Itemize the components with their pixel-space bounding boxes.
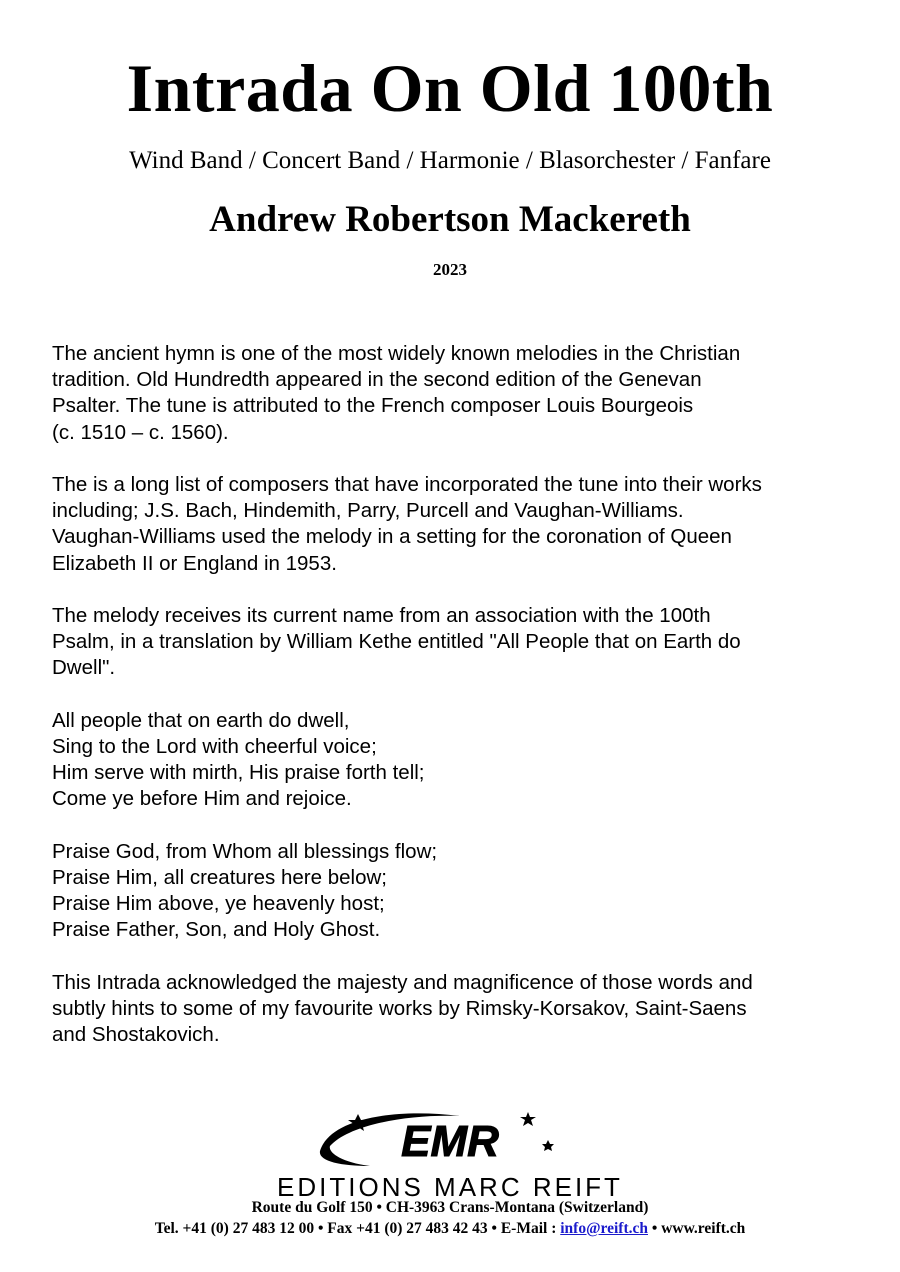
- text-line: Psalm, in a translation by William Kethe entitled "All People that on Earth do: [52, 630, 741, 654]
- separator: •: [317, 1220, 324, 1237]
- email-label: E-Mail :: [500, 1220, 557, 1237]
- instrumentation-subtitle: Wind Band / Concert Band / Harmonie / Blasorchester / Fanfare: [129, 147, 771, 174]
- verse-line: Praise Him, all creatures here below;: [52, 866, 387, 889]
- verse-line: All people that on earth do dwell,: [52, 708, 350, 732]
- separator: •: [491, 1220, 497, 1237]
- logo-star-small: [542, 1140, 554, 1151]
- verse-line: Praise Him above, ye heavenly host;: [52, 892, 385, 916]
- contact-line: [0, 1219, 900, 1239]
- phone: Tel. +41 (0) 27 483 12 00: [154, 1220, 315, 1237]
- email-link[interactable]: info@reift.ch: [560, 1220, 648, 1237]
- text-line: tradition. Old Hundredth appeared in the second edition of the Genevan: [52, 368, 702, 392]
- verse-line: Him serve with mirth, His praise forth tell;: [52, 761, 425, 785]
- logo-star-right: [520, 1112, 536, 1126]
- fax: Fax +41 (0) 27 483 42 43: [327, 1220, 488, 1237]
- text-line: The melody receives its current name from an association with the 100th: [52, 604, 711, 627]
- text-line: Psalter. The tune is attributed to the French composer Louis Bourgeois: [52, 394, 694, 418]
- separator: •: [651, 1220, 658, 1237]
- hymn-verse: [52, 708, 852, 813]
- page-title: Intrada On Old 100th: [126, 50, 774, 126]
- text-line: subtly hints to some of my favourite works by Rimsky-Korsakov, Saint-Saens: [52, 997, 747, 1020]
- website-link[interactable]: www.reift.ch: [661, 1220, 746, 1237]
- text-line: The ancient hymn is one of the most widely known melodies in the Christian: [52, 342, 741, 365]
- publisher-address: Route du Golf 150 • CH-3963 Crans-Montana (Switzerland): [251, 1199, 649, 1216]
- verse-line: Sing to the Lord with cheerful voice;: [52, 735, 377, 758]
- text-line: Vaughan-Williams used the melody in a setting for the coronation of Queen: [52, 525, 732, 549]
- text-line: Elizabeth II or England in 1953.: [52, 551, 337, 575]
- text-line: Dwell".: [52, 656, 116, 680]
- publisher-footer: [0, 1106, 900, 1256]
- verse-line: Praise Father, Son, and Holy Ghost.: [52, 918, 381, 942]
- paragraph: [52, 603, 852, 682]
- text-line: including; J.S. Bach, Hindemith, Parry, Purcell and Vaughan-Williams.: [52, 499, 684, 523]
- hymn-verse: [52, 839, 852, 944]
- publisher-name: EDITIONS MARC REIFT: [277, 1172, 623, 1202]
- text-line: This Intrada acknowledged the majesty and magnificence of those words and: [52, 970, 753, 994]
- verse-line: Come ye before Him and rejoice.: [52, 787, 352, 811]
- text-line: The is a long list of composers that have incorporated the tune into their works: [52, 473, 762, 496]
- year: 2023: [433, 260, 467, 279]
- text-line: and Shostakovich.: [52, 1023, 220, 1047]
- paragraph: [52, 341, 852, 446]
- text-line: (c. 1510 – c. 1560).: [52, 420, 229, 444]
- logo-text: EMR: [401, 1117, 499, 1166]
- verse-line: Praise God, from Whom all blessings flow;: [52, 839, 438, 863]
- paragraph: [52, 472, 852, 577]
- composer-name: Andrew Robertson Mackereth: [209, 199, 691, 240]
- program-notes: [52, 341, 852, 1075]
- paragraph: [52, 970, 852, 1049]
- emr-logo: [300, 1106, 600, 1176]
